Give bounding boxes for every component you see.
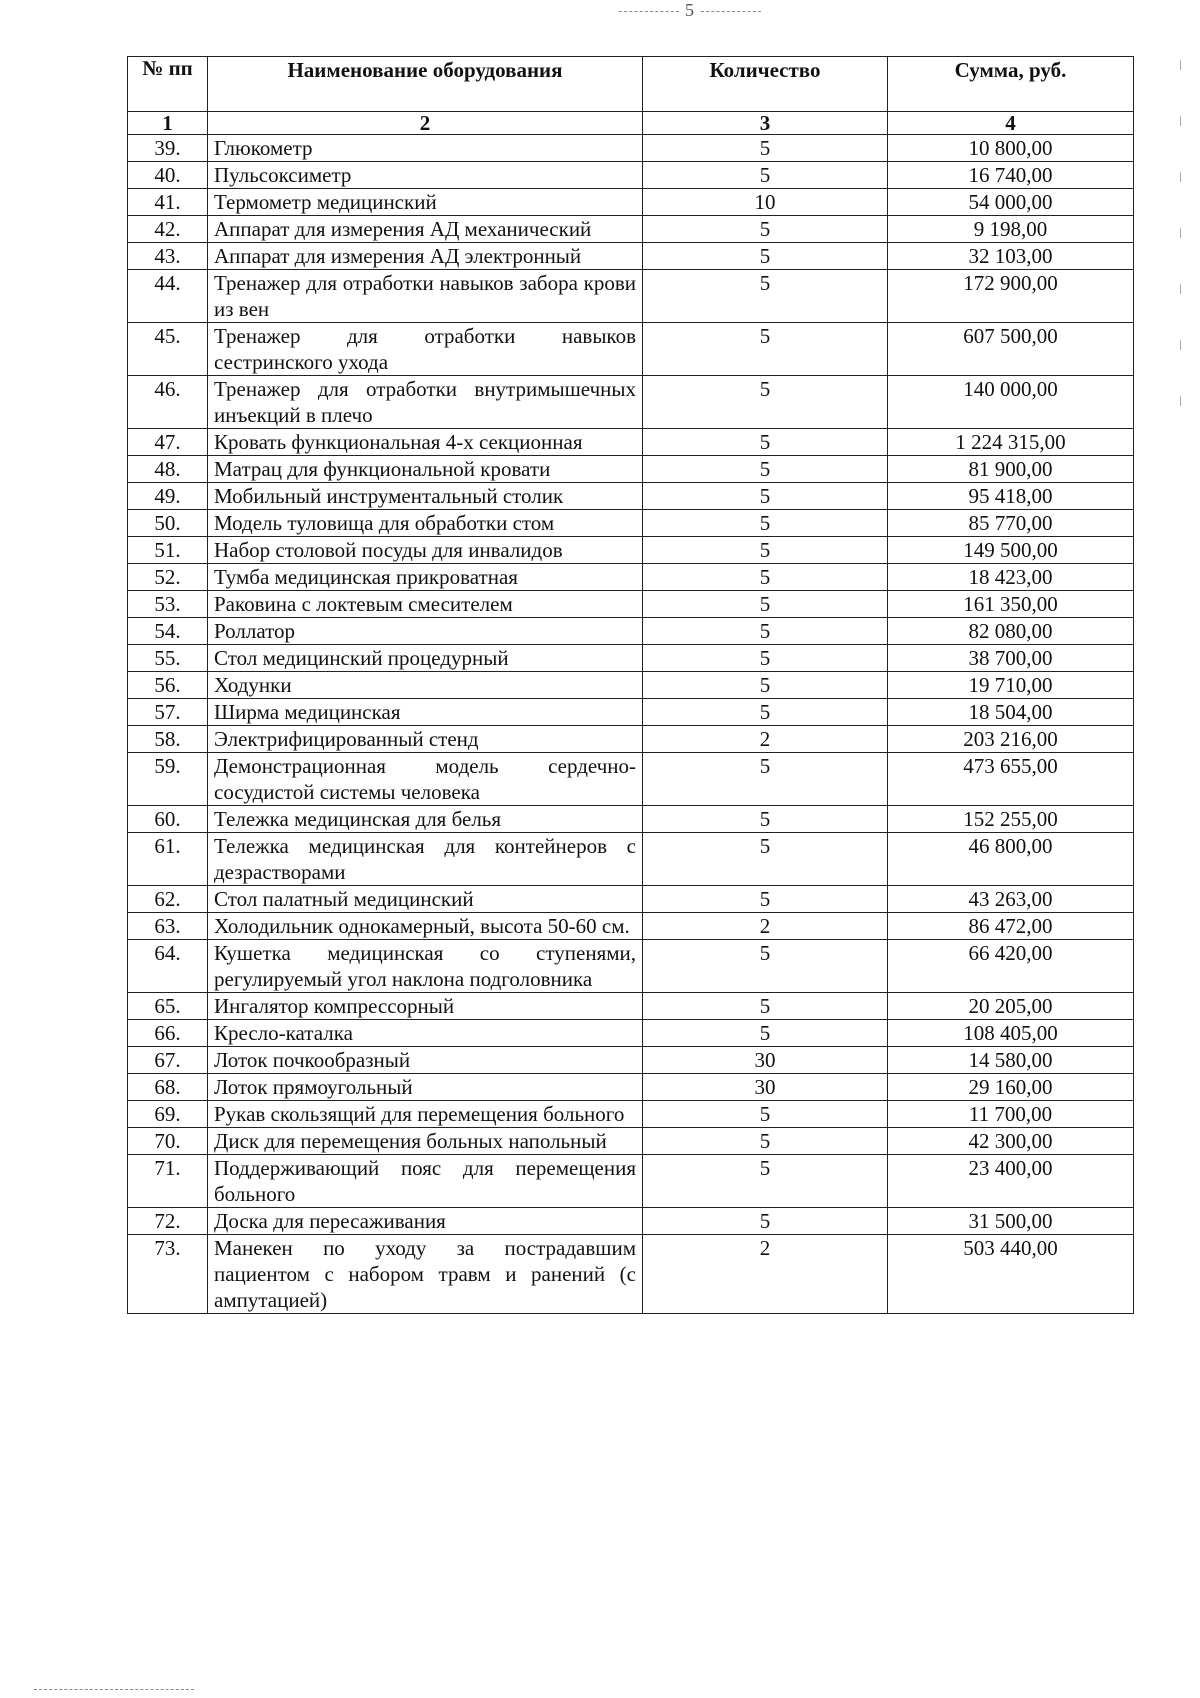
row-quantity: 5 [643,672,888,699]
table-row [128,993,1134,1020]
row-quantity: 5 [643,1128,888,1155]
row-quantity: 5 [643,1155,888,1208]
row-sum: 149 500,00 [888,537,1134,564]
row-sum: 54 000,00 [888,189,1134,216]
row-name: Глюкометр [208,135,643,162]
table-row [128,270,1134,323]
scan-edge-marks [1180,60,1182,420]
table-row [128,1235,1134,1314]
column-index: 4 [888,112,1134,135]
header-num: № пп [128,57,208,112]
row-quantity: 5 [643,135,888,162]
row-number: 49. [128,483,208,510]
column-index: 1 [128,112,208,135]
row-name: Матрац для функциональной кровати [208,456,643,483]
row-quantity: 5 [643,537,888,564]
row-name: Диск для перемещения больных напольный [208,1128,643,1155]
row-name: Пульсоксиметр [208,162,643,189]
table-row [128,1074,1134,1101]
row-quantity: 5 [643,376,888,429]
row-quantity: 2 [643,1235,888,1314]
row-name: Термометр медицинский [208,189,643,216]
row-number: 65. [128,993,208,1020]
row-number: 39. [128,135,208,162]
row-number: 58. [128,726,208,753]
row-sum: 32 103,00 [888,243,1134,270]
row-sum: 172 900,00 [888,270,1134,323]
row-number: 47. [128,429,208,456]
row-name: Тренажер для отработки навыков сестринского ухода [208,323,643,376]
row-name: Тренажер для отработки внутримышечных инъекций в плечо [208,376,643,429]
equipment-table [127,56,1134,1314]
table-row [128,753,1134,806]
table-row [128,189,1134,216]
row-number: 63. [128,913,208,940]
row-quantity: 5 [643,323,888,376]
table-body [128,135,1134,1314]
row-sum: 18 423,00 [888,564,1134,591]
table-row [128,1020,1134,1047]
header-name: Наименование оборудования [208,57,643,112]
row-quantity: 5 [643,162,888,189]
row-sum: 140 000,00 [888,376,1134,429]
row-sum: 19 710,00 [888,672,1134,699]
table-row [128,376,1134,429]
row-sum: 152 255,00 [888,806,1134,833]
row-number: 40. [128,162,208,189]
row-number: 64. [128,940,208,993]
row-number: 59. [128,753,208,806]
table-row [128,1101,1134,1128]
table-row [128,243,1134,270]
row-sum: 10 800,00 [888,135,1134,162]
row-sum: 473 655,00 [888,753,1134,806]
row-sum: 9 198,00 [888,216,1134,243]
page-number: 5 [685,0,695,20]
row-number: 62. [128,886,208,913]
table-row [128,1208,1134,1235]
row-name: Рукав скользящий для перемещения больного [208,1101,643,1128]
row-number: 56. [128,672,208,699]
table-row [128,913,1134,940]
row-sum: 66 420,00 [888,940,1134,993]
row-quantity: 5 [643,483,888,510]
row-quantity: 5 [643,753,888,806]
row-sum: 1 224 315,00 [888,429,1134,456]
row-name: Ходунки [208,672,643,699]
table-row [128,162,1134,189]
row-number: 51. [128,537,208,564]
table-row [128,886,1134,913]
table-row [128,726,1134,753]
row-name: Стол палатный медицинский [208,886,643,913]
header-qty: Количество [643,57,888,112]
table-row [128,940,1134,993]
row-sum: 95 418,00 [888,483,1134,510]
row-name: Ингалятор компрессорный [208,993,643,1020]
table-row [128,135,1134,162]
row-quantity: 5 [643,510,888,537]
row-name: Электрифицированный стенд [208,726,643,753]
row-quantity: 5 [643,886,888,913]
table-row [128,806,1134,833]
row-sum: 11 700,00 [888,1101,1134,1128]
row-sum: 85 770,00 [888,510,1134,537]
row-name: Аппарат для измерения АД механический [208,216,643,243]
row-sum: 108 405,00 [888,1020,1134,1047]
table-row [128,1128,1134,1155]
row-quantity: 5 [643,618,888,645]
row-quantity: 5 [643,429,888,456]
row-number: 54. [128,618,208,645]
row-name: Кровать функциональная 4-х секционная [208,429,643,456]
row-number: 45. [128,323,208,376]
row-quantity: 5 [643,1101,888,1128]
row-name: Раковина с локтевым смесителем [208,591,643,618]
row-sum: 38 700,00 [888,645,1134,672]
row-quantity: 5 [643,806,888,833]
table-row [128,537,1134,564]
row-name: Модель туловища для обработки стом [208,510,643,537]
row-quantity: 2 [643,913,888,940]
row-sum: 43 263,00 [888,886,1134,913]
row-number: 41. [128,189,208,216]
table-row [128,564,1134,591]
row-sum: 203 216,00 [888,726,1134,753]
row-name: Холодильник однокамерный, высота 50-60 см. [208,913,643,940]
row-sum: 607 500,00 [888,323,1134,376]
table-row [128,429,1134,456]
table-row [128,456,1134,483]
row-quantity: 5 [643,1208,888,1235]
row-quantity: 5 [643,270,888,323]
row-quantity: 5 [643,1020,888,1047]
page-number-mark [580,0,800,22]
row-quantity: 10 [643,189,888,216]
row-quantity: 5 [643,564,888,591]
row-quantity: 2 [643,726,888,753]
row-sum: 161 350,00 [888,591,1134,618]
row-number: 69. [128,1101,208,1128]
row-number: 67. [128,1047,208,1074]
row-sum: 14 580,00 [888,1047,1134,1074]
table-row [128,672,1134,699]
row-name: Демонстрационная модель сердечно-сосудистой системы человека [208,753,643,806]
row-number: 50. [128,510,208,537]
row-sum: 42 300,00 [888,1128,1134,1155]
row-number: 72. [128,1208,208,1235]
row-sum: 20 205,00 [888,993,1134,1020]
row-number: 61. [128,833,208,886]
row-sum: 81 900,00 [888,456,1134,483]
row-quantity: 30 [643,1047,888,1074]
row-name: Мобильный инструментальный столик [208,483,643,510]
row-number: 57. [128,699,208,726]
row-number: 70. [128,1128,208,1155]
row-sum: 82 080,00 [888,618,1134,645]
row-quantity: 5 [643,456,888,483]
row-quantity: 5 [643,243,888,270]
row-number: 53. [128,591,208,618]
row-name: Кресло-каталка [208,1020,643,1047]
table-row [128,699,1134,726]
row-name: Тележка медицинская для белья [208,806,643,833]
row-quantity: 5 [643,993,888,1020]
row-name: Тумба медицинская прикроватная [208,564,643,591]
row-sum: 16 740,00 [888,162,1134,189]
table-row [128,1047,1134,1074]
column-index: 2 [208,112,643,135]
table-row [128,591,1134,618]
row-number: 43. [128,243,208,270]
row-sum: 29 160,00 [888,1074,1134,1101]
table-row [128,1155,1134,1208]
row-quantity: 5 [643,216,888,243]
row-name: Тележка медицинская для контейнеров с дезрастворами [208,833,643,886]
row-name: Роллатор [208,618,643,645]
row-number: 68. [128,1074,208,1101]
row-quantity: 5 [643,940,888,993]
table-row [128,618,1134,645]
row-number: 55. [128,645,208,672]
row-name: Манекен по уходу за пострадавшим пациентом с набором травм и ранений (с ампутацией) [208,1235,643,1314]
row-name: Кушетка медицинская со ступенями, регулируемый угол наклона подголовника [208,940,643,993]
row-quantity: 5 [643,699,888,726]
row-name: Стол медицинский процедурный [208,645,643,672]
row-number: 71. [128,1155,208,1208]
table-row [128,510,1134,537]
row-name: Поддерживающий пояс для перемещения больного [208,1155,643,1208]
table-row [128,833,1134,886]
row-quantity: 30 [643,1074,888,1101]
row-name: Набор столовой посуды для инвалидов [208,537,643,564]
row-sum: 503 440,00 [888,1235,1134,1314]
row-number: 46. [128,376,208,429]
row-quantity: 5 [643,833,888,886]
row-name: Лоток прямоугольный [208,1074,643,1101]
row-quantity: 5 [643,591,888,618]
row-number: 48. [128,456,208,483]
row-number: 52. [128,564,208,591]
table-row [128,483,1134,510]
row-name: Ширма медицинская [208,699,643,726]
scan-corner-mark [34,1689,194,1690]
row-sum: 46 800,00 [888,833,1134,886]
row-number: 60. [128,806,208,833]
table-row [128,216,1134,243]
row-name: Лоток почкообразный [208,1047,643,1074]
table-row [128,645,1134,672]
column-index: 3 [643,112,888,135]
row-sum: 31 500,00 [888,1208,1134,1235]
row-number: 66. [128,1020,208,1047]
row-sum: 86 472,00 [888,913,1134,940]
row-name: Аппарат для измерения АД электронный [208,243,643,270]
row-name: Тренажер для отработки навыков забора крови из вен [208,270,643,323]
row-number: 73. [128,1235,208,1314]
header-sum: Сумма, руб. [888,57,1134,112]
row-number: 44. [128,270,208,323]
table-row [128,323,1134,376]
row-sum: 18 504,00 [888,699,1134,726]
row-quantity: 5 [643,645,888,672]
row-sum: 23 400,00 [888,1155,1134,1208]
row-name: Доска для пересаживания [208,1208,643,1235]
row-number: 42. [128,216,208,243]
table-header [128,57,1134,135]
